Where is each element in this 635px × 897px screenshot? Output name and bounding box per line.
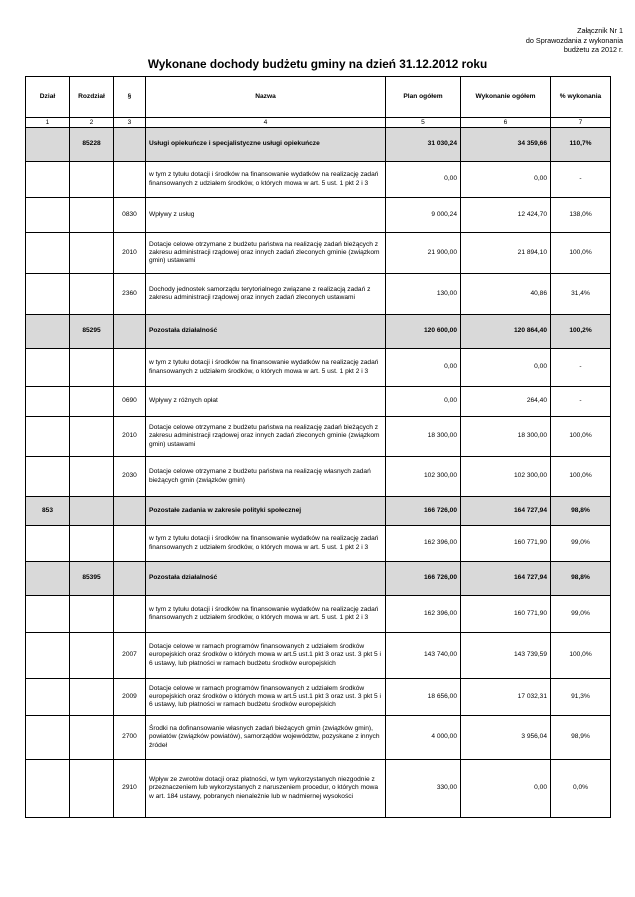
cell-nazwa: Wpływy z usług — [146, 198, 386, 233]
cell-rozdzial: 85295 — [70, 315, 114, 349]
cell-dzial — [26, 233, 70, 274]
cell-rozdzial — [70, 162, 114, 198]
table-row — [26, 596, 611, 633]
column-number: 1 — [26, 118, 70, 128]
cell-wykonanie: 0,00 — [461, 162, 551, 198]
cell-plan: 21 900,00 — [386, 233, 461, 274]
cell-dzial — [26, 716, 70, 760]
cell-dzial — [26, 457, 70, 497]
cell-plan: 166 726,00 — [386, 497, 461, 526]
cell-plan: 0,00 — [386, 387, 461, 417]
cell-dzial — [26, 596, 70, 633]
cell-rozdzial — [70, 596, 114, 633]
header-dzial: Dział — [26, 77, 70, 118]
cell-dzial — [26, 128, 70, 162]
table-row — [26, 716, 611, 760]
table-row — [26, 679, 611, 716]
cell-procent: 138,0% — [551, 198, 611, 233]
cell-procent: 110,7% — [551, 128, 611, 162]
cell-paragraf — [114, 162, 146, 198]
cell-dzial — [26, 315, 70, 349]
cell-procent: - — [551, 349, 611, 387]
annex-line-3: budżetu za 2012 r. — [563, 45, 623, 54]
cell-procent: - — [551, 387, 611, 417]
cell-plan: 18 300,00 — [386, 417, 461, 457]
cell-nazwa: Wpływy z różnych opłat — [146, 387, 386, 417]
cell-paragraf — [114, 596, 146, 633]
cell-dzial — [26, 274, 70, 315]
header-plan: Plan ogółem — [386, 77, 461, 118]
cell-rozdzial — [70, 387, 114, 417]
cell-nazwa: w tym z tytułu dotacji i środków na finansowanie wydatków na realizację zadań finansowanych z udziałem środków, o których mowa w art. 5 ust. 1 pkt 2 i 3 — [146, 596, 386, 633]
header-nazwa: Nazwa — [146, 77, 386, 118]
cell-plan: 330,00 — [386, 760, 461, 818]
annex-line-1: Załącznik Nr 1 — [577, 26, 623, 35]
cell-nazwa: Dotacje celowe otrzymane z budżetu państwa na realizację zadań bieżących z zakresu administracji rządowej oraz innych zadań zleconych gminie (związkom gmin) ustawami — [146, 233, 386, 274]
cell-plan: 9 000,24 — [386, 198, 461, 233]
cell-rozdzial — [70, 233, 114, 274]
cell-rozdzial — [70, 349, 114, 387]
cell-paragraf: 0690 — [114, 387, 146, 417]
annex-note — [526, 26, 623, 55]
cell-paragraf: 2360 — [114, 274, 146, 315]
cell-plan: 166 726,00 — [386, 562, 461, 596]
table-row — [26, 315, 611, 349]
cell-wykonanie: 143 739,59 — [461, 633, 551, 679]
cell-nazwa: Pozostałe zadania w zakresie polityki społecznej — [146, 497, 386, 526]
cell-rozdzial — [70, 417, 114, 457]
cell-procent: 91,3% — [551, 679, 611, 716]
cell-dzial: 853 — [26, 497, 70, 526]
cell-paragraf — [114, 349, 146, 387]
cell-rozdzial — [70, 633, 114, 679]
cell-procent: 98,9% — [551, 716, 611, 760]
cell-procent: 100,0% — [551, 233, 611, 274]
cell-paragraf — [114, 497, 146, 526]
cell-procent: 98,8% — [551, 497, 611, 526]
cell-paragraf: 2910 — [114, 760, 146, 818]
column-number: 7 — [551, 118, 611, 128]
column-number: 3 — [114, 118, 146, 128]
cell-dzial — [26, 633, 70, 679]
table-row — [26, 497, 611, 526]
cell-plan: 0,00 — [386, 349, 461, 387]
cell-dzial — [26, 562, 70, 596]
column-number: 5 — [386, 118, 461, 128]
cell-wykonanie: 120 864,40 — [461, 315, 551, 349]
cell-wykonanie: 21 894,10 — [461, 233, 551, 274]
cell-plan: 143 740,00 — [386, 633, 461, 679]
cell-wykonanie: 40,86 — [461, 274, 551, 315]
cell-plan: 102 300,00 — [386, 457, 461, 497]
cell-wykonanie: 17 032,31 — [461, 679, 551, 716]
table-row — [26, 198, 611, 233]
table-row — [26, 387, 611, 417]
cell-rozdzial: 85395 — [70, 562, 114, 596]
budget-table — [25, 76, 611, 818]
cell-wykonanie: 12 424,70 — [461, 198, 551, 233]
table-row — [26, 128, 611, 162]
table-row — [26, 633, 611, 679]
cell-wykonanie: 3 956,04 — [461, 716, 551, 760]
cell-paragraf: 2700 — [114, 716, 146, 760]
cell-procent: 100,2% — [551, 315, 611, 349]
cell-nazwa: w tym z tytułu dotacji i środków na finansowanie wydatków na realizację zadań finansowanych z udziałem środków, o których mowa w art. 5 ust. 1 pkt 2 i 3 — [146, 526, 386, 562]
header-paragraf: § — [114, 77, 146, 118]
column-number: 4 — [146, 118, 386, 128]
cell-dzial — [26, 162, 70, 198]
cell-procent: 98,8% — [551, 562, 611, 596]
cell-rozdzial — [70, 526, 114, 562]
cell-paragraf — [114, 315, 146, 349]
table-row — [26, 760, 611, 818]
cell-procent: 100,0% — [551, 417, 611, 457]
cell-rozdzial: 85228 — [70, 128, 114, 162]
cell-wykonanie: 102 300,00 — [461, 457, 551, 497]
cell-plan: 130,00 — [386, 274, 461, 315]
cell-nazwa: Dotacje celowe otrzymane z budżetu państwa na realizację zadań bieżących z zakresu administracji rządowej oraz innych zadań zleconych gminie (związkom gmin) ustawami — [146, 417, 386, 457]
table-row — [26, 417, 611, 457]
cell-plan: 4 000,00 — [386, 716, 461, 760]
cell-nazwa: Dotacje celowe w ramach programów finansowanych z udziałem środków europejskich oraz środków o których mowa w art.5 ust.1 pkt 3 oraz ust. 3 pkt 5 i 6 ustawy, lub płatności w ramach budżetu środków europejskich — [146, 679, 386, 716]
cell-paragraf: 0830 — [114, 198, 146, 233]
cell-wykonanie: 0,00 — [461, 349, 551, 387]
cell-dzial — [26, 417, 70, 457]
cell-rozdzial — [70, 716, 114, 760]
header-row — [26, 77, 611, 118]
cell-nazwa: Usługi opiekuńcze i specjalistyczne usługi opiekuńcze — [146, 128, 386, 162]
cell-plan: 120 600,00 — [386, 315, 461, 349]
cell-wykonanie: 34 359,66 — [461, 128, 551, 162]
cell-dzial — [26, 679, 70, 716]
table-row — [26, 562, 611, 596]
header-procent: % wykonania — [551, 77, 611, 118]
cell-procent: 99,0% — [551, 526, 611, 562]
cell-paragraf: 2010 — [114, 233, 146, 274]
cell-plan: 0,00 — [386, 162, 461, 198]
cell-nazwa: Dotacje celowe otrzymane z budżetu państwa na realizację własnych zadań bieżących gmin (związków gmin) — [146, 457, 386, 497]
cell-paragraf: 2010 — [114, 417, 146, 457]
column-number: 6 — [461, 118, 551, 128]
cell-plan: 18 656,00 — [386, 679, 461, 716]
cell-nazwa: Dotacje celowe w ramach programów finansowanych z udziałem środków europejskich oraz środków o których mowa w art.5 ust.1 pkt 3 oraz ust. 3 pkt 5 i 6 ustawy, lub płatności w ramach budżetu środków europejskich — [146, 633, 386, 679]
cell-rozdzial — [70, 457, 114, 497]
cell-paragraf: 2030 — [114, 457, 146, 497]
cell-wykonanie: 264,40 — [461, 387, 551, 417]
table-row — [26, 274, 611, 315]
cell-rozdzial — [70, 198, 114, 233]
cell-nazwa: Pozostała działalność — [146, 562, 386, 596]
cell-plan: 31 030,24 — [386, 128, 461, 162]
cell-paragraf: 2007 — [114, 633, 146, 679]
cell-procent: - — [551, 162, 611, 198]
cell-wykonanie: 18 300,00 — [461, 417, 551, 457]
table-row — [26, 233, 611, 274]
cell-wykonanie: 160 771,90 — [461, 596, 551, 633]
cell-rozdzial — [70, 497, 114, 526]
table-row — [26, 162, 611, 198]
cell-paragraf: 2009 — [114, 679, 146, 716]
cell-nazwa: w tym z tytułu dotacji i środków na finansowanie wydatków na realizację zadań finansowanych z udziałem środków, o których mowa w art. 5 ust. 1 pkt 2 i 3 — [146, 162, 386, 198]
cell-nazwa: Pozostała działalność — [146, 315, 386, 349]
table-row — [26, 526, 611, 562]
cell-procent: 100,0% — [551, 457, 611, 497]
cell-rozdzial — [70, 679, 114, 716]
annex-line-2: do Sprawozdania z wykonania — [525, 35, 623, 45]
cell-wykonanie: 160 771,90 — [461, 526, 551, 562]
table-body — [26, 128, 611, 818]
cell-wykonanie: 0,00 — [461, 760, 551, 818]
cell-wykonanie: 164 727,94 — [461, 562, 551, 596]
cell-paragraf — [114, 526, 146, 562]
cell-nazwa: Wpływ ze zwrotów dotacji oraz płatności, w tym wykorzystanych niezgodnie z przeznaczeniem lub wykorzystanych z naruszeniem procedur, o których mowa w art. 184 ustawy, pobranych nienależnie lub w nadmiernej wysokości — [146, 760, 386, 818]
cell-rozdzial — [70, 274, 114, 315]
cell-dzial — [26, 760, 70, 818]
column-number-row — [26, 118, 611, 128]
header-rozdzial: Rozdział — [70, 77, 114, 118]
cell-plan: 162 396,00 — [386, 526, 461, 562]
page-title: Wykonane dochody budżetu gminy na dzień 31.12.2012 roku — [147, 57, 488, 71]
cell-paragraf — [114, 562, 146, 596]
cell-procent: 100,0% — [551, 633, 611, 679]
cell-procent: 0,0% — [551, 760, 611, 818]
cell-nazwa: Dochody jednostek samorządu terytorialnego związane z realizacją zadań z zakresu administracji rządowej oraz innych zadań zleconych ustawami — [146, 274, 386, 315]
header-wykonanie: Wykonanie ogółem — [461, 77, 551, 118]
cell-dzial — [26, 349, 70, 387]
cell-wykonanie: 164 727,94 — [461, 497, 551, 526]
cell-plan: 162 396,00 — [386, 596, 461, 633]
cell-dzial — [26, 387, 70, 417]
column-number: 2 — [70, 118, 114, 128]
cell-paragraf — [114, 128, 146, 162]
cell-nazwa: Środki na dofinansowanie własnych zadań bieżących gmin (związków gmin), powiatów (związków powiatów), samorządów województw, pozyskane z innych źródeł — [146, 716, 386, 760]
table-row — [26, 457, 611, 497]
cell-dzial — [26, 198, 70, 233]
cell-procent: 31,4% — [551, 274, 611, 315]
cell-procent: 99,0% — [551, 596, 611, 633]
table-row — [26, 349, 611, 387]
cell-dzial — [26, 526, 70, 562]
cell-nazwa: w tym z tytułu dotacji i środków na finansowanie wydatków na realizację zadań finansowanych z udziałem środków, o których mowa w art. 5 ust. 1 pkt 2 i 3 — [146, 349, 386, 387]
cell-rozdzial — [70, 760, 114, 818]
